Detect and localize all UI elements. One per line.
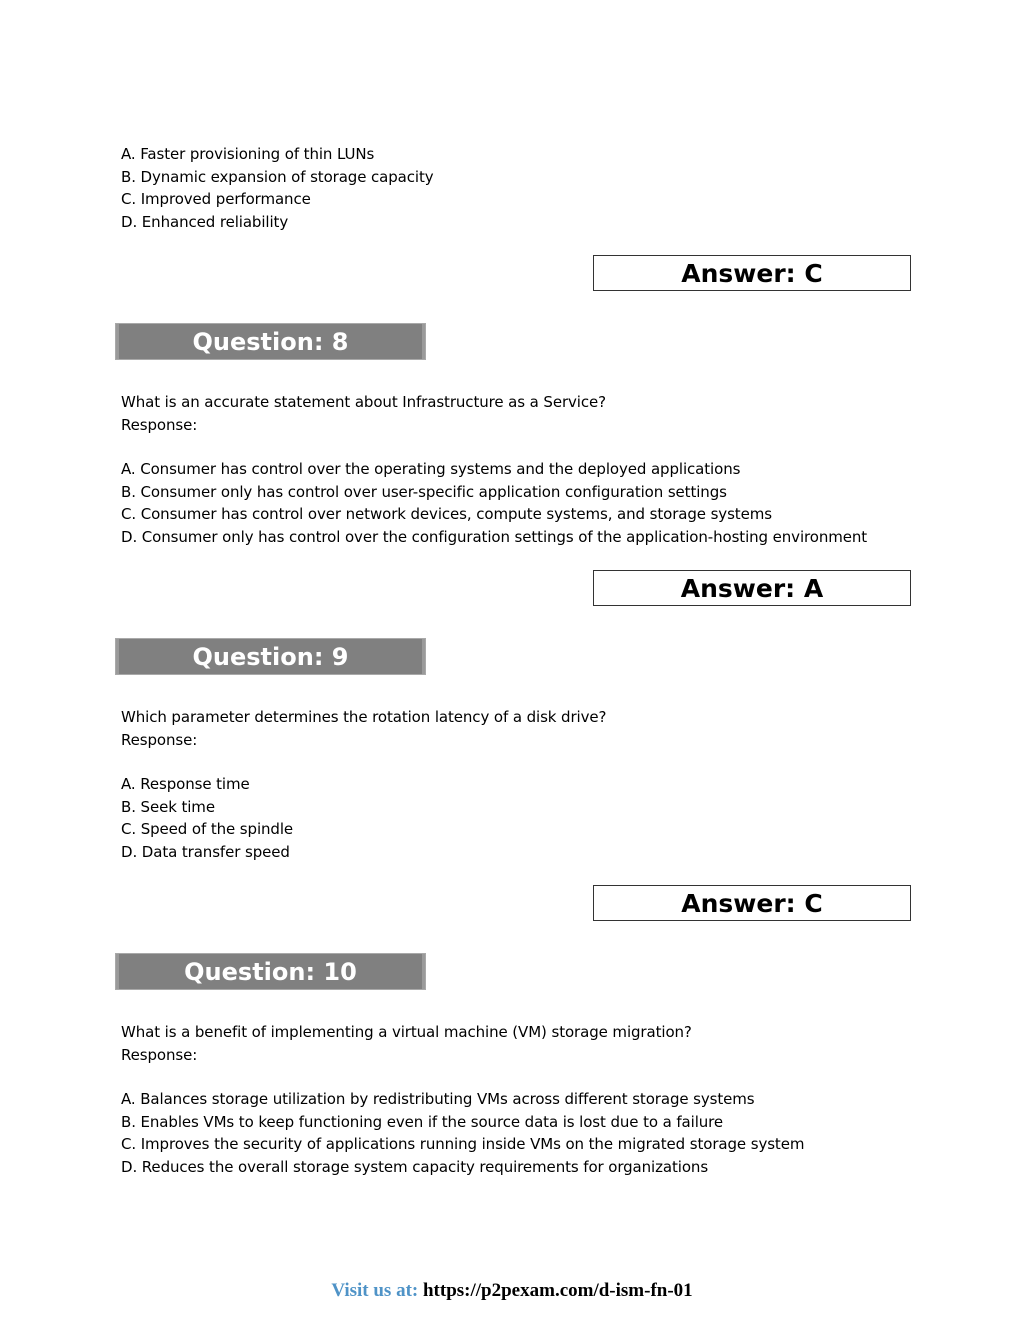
q9-answer-box: Answer: C bbox=[593, 885, 911, 921]
q8-option-b: B. Consumer only has control over user-specific application configuration settings bbox=[121, 482, 727, 501]
q10-response-label: Response: bbox=[121, 1045, 198, 1064]
q10-question-block bbox=[121, 1021, 692, 1066]
q7-option-a: A. Faster provisioning of thin LUNs bbox=[121, 145, 375, 163]
q10-title-banner: Question: 10 bbox=[115, 953, 426, 990]
q8-question-text: What is an accurate statement about Infrastructure as a Service? bbox=[121, 393, 607, 411]
q8-option-a: A. Consumer has control over the operating systems and the deployed applications bbox=[121, 460, 741, 478]
q7-option-c: C. Improved performance bbox=[121, 190, 311, 208]
q7-option-b: B. Dynamic expansion of storage capacity bbox=[121, 167, 434, 186]
q8-option-c: C. Consumer has control over network devices, compute systems, and storage systems bbox=[121, 505, 772, 523]
q9-response-label: Response: bbox=[121, 730, 198, 749]
q9-title-banner: Question: 9 bbox=[115, 638, 426, 675]
q7-answer-box: Answer: C bbox=[593, 255, 911, 291]
q8-title-banner: Question: 8 bbox=[115, 323, 426, 360]
q9-option-b: B. Seek time bbox=[121, 797, 215, 816]
footer-url-link[interactable]: https://p2pexam.com/d-ism-fn-01 bbox=[422, 1280, 693, 1301]
footer-visit-label: Visit us at: bbox=[331, 1280, 419, 1301]
footer bbox=[0, 1280, 1024, 1302]
q8-option-d: D. Consumer only has control over the configuration settings of the application-hosting environment bbox=[121, 527, 868, 546]
q10-option-a: A. Balances storage utilization by redistributing VMs across different storage systems bbox=[121, 1090, 755, 1108]
q7-options bbox=[121, 143, 434, 233]
q8-answer-box: Answer: A bbox=[593, 570, 911, 606]
q8-options bbox=[121, 458, 867, 548]
q10-options bbox=[121, 1088, 804, 1178]
q10-question-text: What is a benefit of implementing a virtual machine (VM) storage migration? bbox=[121, 1023, 692, 1041]
q9-option-a: A. Response time bbox=[121, 775, 250, 793]
q9-option-d: D. Data transfer speed bbox=[121, 842, 290, 861]
q8-response-label: Response: bbox=[121, 415, 198, 434]
q9-option-c: C. Speed of the spindle bbox=[121, 820, 294, 838]
q10-option-c: C. Improves the security of applications running inside VMs on the migrated storage system bbox=[121, 1135, 805, 1153]
q7-option-d: D. Enhanced reliability bbox=[121, 212, 289, 231]
q9-question-block bbox=[121, 706, 606, 751]
q8-question-block bbox=[121, 391, 606, 436]
q10-option-d: D. Reduces the overall storage system capacity requirements for organizations bbox=[121, 1157, 709, 1176]
q9-question-text: Which parameter determines the rotation latency of a disk drive? bbox=[121, 708, 607, 726]
q9-options bbox=[121, 773, 293, 863]
q10-option-b: B. Enables VMs to keep functioning even if the source data is lost due to a failure bbox=[121, 1112, 724, 1131]
